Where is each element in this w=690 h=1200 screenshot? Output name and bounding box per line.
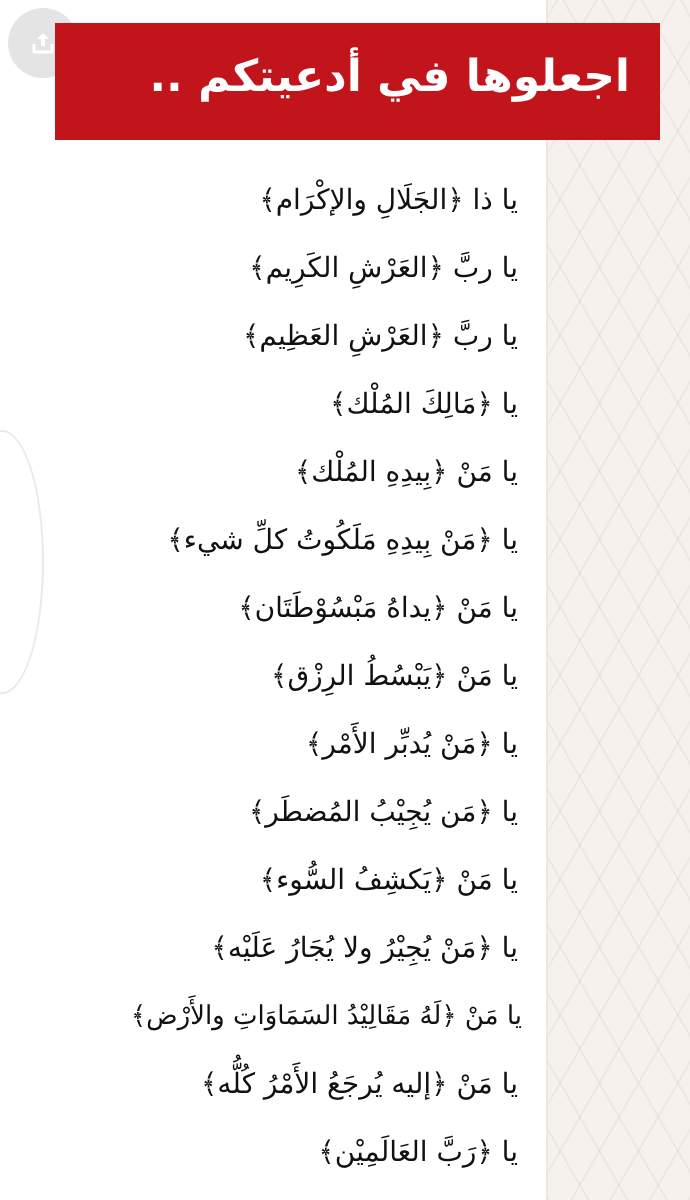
list-item: يا ﴿مَنْ بِيدِهِ مَلَكُوتُ كلِّ شيء﴾	[167, 523, 518, 556]
list-item: يا مَنْ ﴿إليه يُرجَعُ الأَمْرُ كُلُّه﴾	[201, 1067, 518, 1100]
list-item: يا ربَّ ﴿العَرْشِ العَظِيم﴾	[242, 319, 518, 352]
list-item: يا ذا ﴿الجَلَالِ والإكْرَام﴾	[259, 183, 518, 216]
list-item: يا ﴿مَن يُجِيْبُ المُضطَر﴾	[248, 795, 518, 828]
list-item: يا ﴿مَنْ يُجِيْرُ ولا يُجَارُ عَلَيْه﴾	[211, 931, 518, 964]
list-item: يا ﴿مَالِكَ المُلْك﴾	[330, 387, 518, 420]
list-item: يا ربَّ ﴿العَرْشِ الكَرِيم﴾	[249, 251, 518, 284]
title-banner	[55, 23, 660, 140]
list-item: يا مَنْ ﴿يَكشِفُ السُّوء﴾	[259, 863, 518, 896]
list-item: يا ﴿مَنْ يُدبِّر الأَمْر﴾	[305, 727, 518, 760]
list-item: يا مَنْ ﴿يَبْسُطُ الرِزْق﴾	[271, 659, 518, 692]
decorative-pattern	[548, 0, 690, 1200]
list-item: يا مَنْ ﴿بِيدِهِ المُلْك﴾	[294, 455, 518, 488]
divider	[546, 0, 548, 1200]
list-item: يا مَنْ ﴿يداهُ مَبْسُوْطَتَان﴾	[238, 591, 518, 624]
share-icon	[30, 30, 56, 56]
page-title: اجعلوها في أدعيتكم ..	[149, 51, 630, 102]
list-item: يا ﴿رَبَّ العَالَمِيْن﴾	[318, 1135, 518, 1168]
list-item: يا مَنْ ﴿لَهُ مَقَالِيْدُ السَمَاوَاتِ والأَرْض﴾	[130, 1001, 522, 1031]
